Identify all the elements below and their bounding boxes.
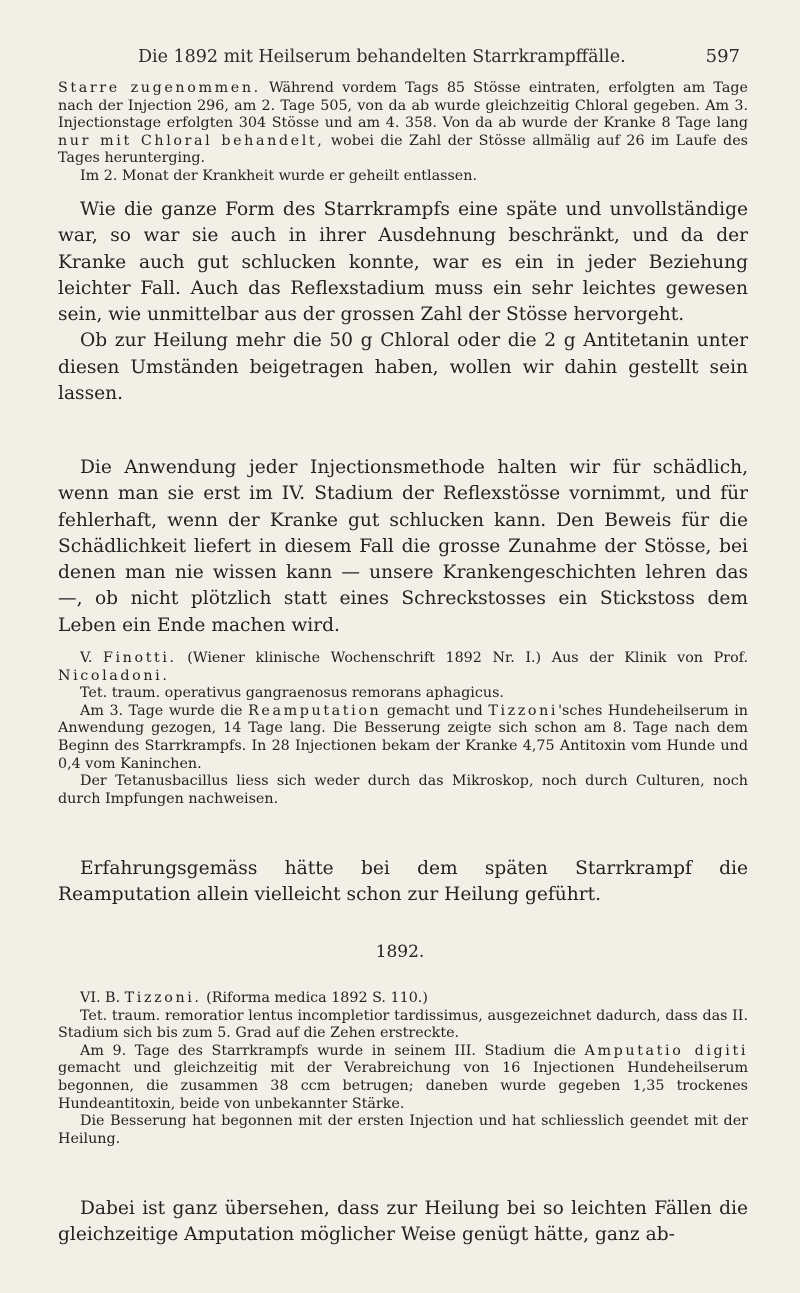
case-heading: V. Finotti. (Wiener klinische Wochenschrift 1892 Nr. I.) Aus der Klinik von Prof. Nicoladoni. xyxy=(58,650,749,684)
case-heading: VI. B. Tizzoni. (Riforma medica 1892 S. 110.) xyxy=(80,990,428,1006)
year-heading: 1892. xyxy=(375,942,425,962)
running-title: Die 1892 mit Heilserum behandelten Starrkrampffälle. xyxy=(137,47,626,67)
paragraph: Die Besserung hat begonnen mit der ersten Injection und hat schliesslich geendet mit der Heilung. xyxy=(58,1113,748,1147)
discussion-block xyxy=(58,197,748,407)
paragraph: Wie die ganze Form des Starrkrampfs eine späte und unvollständige war, so war sie auch in ihrer Ausdehnung beschränkt, und da der Kranke auch gut schlucken konnte, war es ein in jeder Beziehung leichter Fall. Auch das Reflexstadium muss ein sehr leichtes gewesen sein, wie unmittelbar aus der grossen Zahl der Stösse hervorgeht. xyxy=(58,199,748,326)
discussion-block xyxy=(58,856,748,909)
page-number: 597 xyxy=(705,46,740,67)
paragraph: Dabei ist ganz übersehen, dass zur Heilung bei so leichten Fällen die gleichzeitige Amputation möglicher Weise genügt hätte, ganz ab- xyxy=(58,1198,748,1246)
paragraph: Die Anwendung jeder Injectionsmethode halten wir für schädlich, wenn man sie erst im IV. Stadium der Reflexstösse vornimmt, und für fehlerhaft, wenn der Kranke gut schlucken kann. Den Beweis für die Schädlichkeit liefert in diesem Fall die grosse Zunahme der Stösse, bei denen man nie wissen kann — unsere Krankengeschichten lehren das —, ob nicht plötzlich statt eines Schreckstosses ein Stickstoss dem Leben ein Ende machen wird. xyxy=(58,457,748,636)
paragraph: Im 2. Monat der Krankheit wurde er geheilt entlassen. xyxy=(80,167,478,184)
running-header xyxy=(58,46,740,67)
paragraph: Der Tetanusbacillus liess sich weder durch das Mikroskop, noch durch Culturen, noch durch Impfungen nachweisen. xyxy=(58,773,748,807)
paragraph: Erfahrungsgemäss hätte bei dem späten Starrkrampf die Reamputation allein vielleicht schon zur Heilung geführt. xyxy=(58,858,748,906)
paragraph: Starre zugenommen. Während vordem Tags 85 Stösse eintraten, erfolgten am Tage nach der Injection 296, am 2. Tage 505, von da ab wurde gleichzeitig Chloral gegeben. Am 3. Injectionstage erfolgten 304 Stösse und am 4. 358. Von da ab wurde der Kranke 8 Tage lang nur mit Chloral behandelt, wobei die Zahl der Stösse allmälig auf 26 im Laufe des Tages herunterging. xyxy=(58,80,748,167)
discussion-block xyxy=(58,1196,748,1249)
paragraph: Am 9. Tage des Starrkrampfs wurde in seinem III. Stadium die Amputatio digiti gemacht und gleichzeitig mit der Verabreichung von 16 Injectionen Hundeheilserum begonnen, die zusammen 38 ccm betrugen; daneben wurde gegeben 1,35 trockenes Hundeantitoxin, beide von unbekannter Stärke. xyxy=(58,1042,748,1112)
diagnosis: Tet. traum. operativus gangraenosus remorans aphagicus. xyxy=(80,685,504,702)
paragraph: Am 3. Tage wurde die Reamputation gemacht und Tizzoni'sches Hundeheilserum in Anwendung gezogen, 14 Tage lang. Die Besserung zeigte sich schon am 8. Tage nach dem Beginn des Starrkrampfs. In 28 Injectionen bekam der Kranke 4,75 Antitoxin vom Hunde und 0,4 vom Kaninchen. xyxy=(58,702,749,772)
discussion-block xyxy=(58,455,748,639)
case-report-v xyxy=(58,650,748,808)
case-report-vi xyxy=(58,990,748,1148)
diagnosis: Tet. traum. remoratior lentus incompletior tardissimus, ausgezeichnet dadurch, dass das II. Stadium sich bis zum 5. Grad auf die Zehen erstreckte. xyxy=(58,1007,748,1042)
paragraph: Ob zur Heilung mehr die 50 g Chloral oder die 2 g Antitetanin unter diesen Umständen beigetragen haben, wollen wir dahin gestellt sein lassen. xyxy=(58,330,748,405)
case-report-continuation xyxy=(58,80,748,186)
